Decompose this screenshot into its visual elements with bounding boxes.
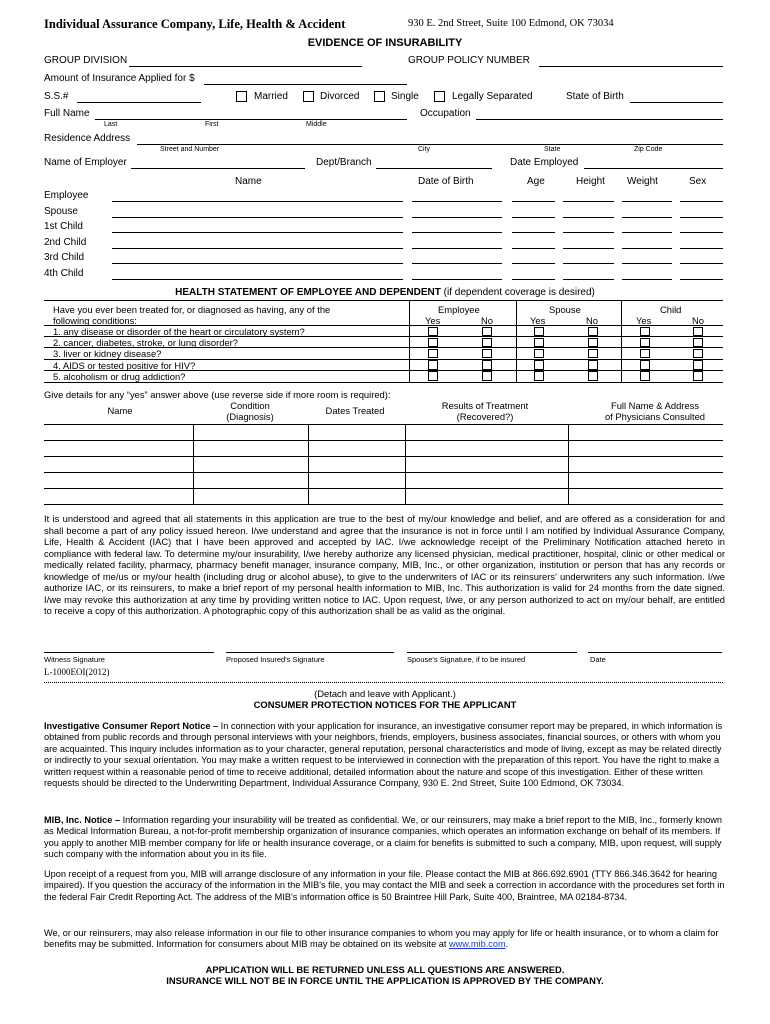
condition-checkbox[interactable] (482, 327, 492, 337)
condition-checkbox[interactable] (693, 349, 703, 359)
details-prompt: Give details for any “yes” answer above (use reverse side if more room is required): (44, 389, 391, 400)
member-cell-field[interactable] (412, 232, 502, 233)
residence-field[interactable] (137, 144, 723, 145)
detail-col-divider (568, 424, 569, 504)
divorced-label: Divorced (320, 91, 360, 102)
detail-row-field[interactable] (44, 456, 723, 457)
dept-label: Dept/Branch (316, 157, 372, 168)
dept-field[interactable] (376, 168, 492, 169)
condition-rule (44, 359, 723, 360)
col-name: Name (235, 176, 262, 187)
yes-child: Yes (636, 315, 652, 326)
member-cell-field[interactable] (563, 232, 614, 233)
separated-label: Legally Separated (452, 91, 533, 102)
member-row-label: 3rd Child (44, 252, 85, 264)
condition-checkbox[interactable] (534, 360, 544, 370)
condition-checkbox[interactable] (640, 360, 650, 370)
icr-notice: Investigative Consumer Report Notice – In connection with your application for insurance, an investigative consumer report may be prepared, in which information is obtained from public records and through personal interviews with your neighbors, friends, employers, business associates, financial sources, or others with whom you are acquainted. This inquiry includes information as to your character, general reputation, personal characteristics and mode of living, except as may be related directly or indirectly to your sexual orientation. You may make a written request to be interviewed in connection with the preparation of this report. You have the right to make a written request within a reasonable period of time to receive additional, detailed information about the nature and scope of this investigation. Either of these written requests should be directed to the Underwriting Department, Individual Assurance Company, 930 E. 2nd Street, Suite 100 Edmond, OK 73034. (44, 721, 723, 789)
member-cell-field[interactable] (563, 263, 614, 264)
detail-col-divider (405, 424, 406, 504)
member-cell-field[interactable] (512, 201, 555, 202)
member-cell-field[interactable] (512, 248, 555, 249)
footer-line-1: APPLICATION WILL BE RETURNED UNLESS ALL QUESTIONS ARE ANSWERED. (205, 964, 565, 975)
amount-label: Amount of Insurance Applied for $ (44, 73, 195, 84)
details-col-condition-2: (Diagnosis) (226, 411, 274, 422)
divorced-checkbox[interactable] (303, 91, 314, 102)
residence-label: Residence Address (44, 133, 131, 144)
condition-rule (44, 336, 723, 337)
member-cell-field[interactable] (680, 263, 723, 264)
condition-checkbox[interactable] (534, 338, 544, 348)
condition-checkbox[interactable] (693, 371, 703, 381)
member-cell-field[interactable] (563, 279, 614, 280)
member-row-label: 2nd Child (44, 236, 87, 248)
member-cell-field[interactable] (112, 263, 403, 264)
col-age: Age (527, 176, 545, 187)
group-employee: Employee (438, 304, 480, 315)
member-cell-field[interactable] (512, 217, 555, 218)
condition-checkbox[interactable] (640, 327, 650, 337)
condition-checkbox[interactable] (482, 338, 492, 348)
separated-checkbox[interactable] (434, 91, 445, 102)
member-cell-field[interactable] (412, 201, 502, 202)
ssn-field[interactable] (77, 102, 201, 103)
married-label: Married (254, 91, 288, 102)
no-employee: No (481, 315, 493, 326)
detail-col-divider (193, 424, 194, 504)
details-col-results-2: (Recovered?) (456, 411, 514, 422)
member-row-label: Spouse (44, 205, 78, 217)
condition-checkbox[interactable] (428, 349, 438, 359)
mib-release: We, or our reinsurers, may also release information in our file to other insurance companies to whom you may apply for life or health insurance, or to whom a claim for benefits may be submitted. Information for consumers about MIB may be obtained on its website at www.mib.com. (44, 928, 719, 950)
authorization-text: It is understood and agreed that all statements in this application are true to the best of my/our knowledge and belief, and are offered as a consideration for and shall become a part of any policy issued hereon. I/we understand and agree that the insurance is not in force until I am notified by Individual Assurance Company, Life, Health & Accident (IAC) that I have been approved and accepted by IAC. I/we acknowledge receipt of the Preliminary Notification attached hereto in compliance with federal law. To determine my/our insurability, I/we hereby authorize any licensed physician, medical practitioner, hospital, clinic or other medical or medically related facility, pharmacy, pharmacy benefit manager, insurance company, MIB, Inc., or other organization, institution or person that has any records or knowledge of me/us or my/our health (including drug or alcohol abuse), to give to the underwriters of IAC or its reinsurers' underwriters any such information. I/we authorize IAC, or its reinsurers, to make a brief report of my personal health information to MIB, Inc. This authorization is valid for 24 months from the date signed. I/we may revoke this authorization at any time by providing written notice to IAC. Upon request, I/we, or any person authorized to act on my/our behalf, are entitled to receive a copy of this authorization. A photographic copy of this authorization shall be as valid as the original. (44, 513, 725, 616)
yes-spouse: Yes (530, 315, 546, 326)
insured-label: Proposed Insured's Signature (226, 655, 325, 664)
condition-rule (44, 325, 723, 326)
footer-line-2: INSURANCE WILL NOT BE IN FORCE UNTIL THE APPLICATION IS APPROVED BY THE COMPANY. (166, 975, 604, 986)
member-cell-field[interactable] (412, 248, 502, 249)
col-weight: Weight (627, 176, 658, 187)
date-employed-field[interactable] (584, 168, 723, 169)
condition-question: 2. cancer, diabetes, stroke, or lung disorder? (53, 337, 238, 349)
witness-line[interactable] (44, 652, 214, 653)
employer-field[interactable] (131, 168, 305, 169)
condition-checkbox[interactable] (588, 349, 598, 359)
condition-checkbox[interactable] (534, 349, 544, 359)
condition-rule (44, 382, 723, 383)
details-col-condition-1: Condition (230, 400, 270, 411)
condition-checkbox[interactable] (588, 371, 598, 381)
city-sublabel: City (418, 146, 431, 153)
details-col-physicians-1: Full Name & Address (610, 400, 700, 411)
occupation-field[interactable] (476, 119, 723, 120)
member-cell-field[interactable] (112, 217, 403, 218)
detail-row-field[interactable] (44, 488, 723, 489)
form-title: EVIDENCE OF INSURABILITY (307, 37, 463, 49)
member-cell-field[interactable] (680, 248, 723, 249)
member-cell-field[interactable] (563, 248, 614, 249)
condition-checkbox[interactable] (534, 327, 544, 337)
details-col-name: Name (107, 405, 133, 416)
group-policy-field[interactable] (539, 66, 723, 67)
condition-checkbox[interactable] (428, 327, 438, 337)
yes-employee: Yes (425, 315, 441, 326)
condition-checkbox[interactable] (640, 338, 650, 348)
condition-checkbox[interactable] (588, 338, 598, 348)
no-child: No (692, 315, 704, 326)
full-name-field[interactable] (95, 119, 407, 120)
middle-sublabel: Middle (306, 121, 327, 128)
member-cell-field[interactable] (112, 232, 403, 233)
condition-checkbox[interactable] (428, 338, 438, 348)
witness-label: Witness Signature (44, 655, 105, 664)
state-birth-label: State of Birth (566, 91, 624, 102)
member-cell-field[interactable] (622, 232, 672, 233)
mib-website-link[interactable]: www.mib.com (448, 939, 506, 950)
amount-field[interactable] (204, 84, 407, 85)
member-cell-field[interactable] (622, 279, 672, 280)
occupation-label: Occupation (420, 108, 471, 119)
member-cell-field[interactable] (622, 248, 672, 249)
detail-row-field[interactable] (44, 472, 723, 473)
member-cell-field[interactable] (680, 201, 723, 202)
state-sublabel: State (544, 146, 561, 153)
member-cell-field[interactable] (512, 263, 555, 264)
company-name: Individual Assurance Company, Life, Health & Accident (44, 17, 346, 31)
col-sex: Sex (689, 176, 707, 187)
condition-checkbox[interactable] (588, 360, 598, 370)
member-cell-field[interactable] (112, 248, 403, 249)
condition-question: 4. AIDS or tested positive for HIV? (53, 359, 196, 371)
date-employed-label: Date Employed (510, 157, 579, 168)
member-cell-field[interactable] (512, 279, 555, 280)
condition-checkbox[interactable] (482, 349, 492, 359)
condition-checkbox[interactable] (588, 327, 598, 337)
col-dob: Date of Birth (418, 176, 474, 187)
group-policy-label: GROUP POLICY NUMBER (408, 55, 530, 66)
member-cell-field[interactable] (412, 217, 502, 218)
no-spouse: No (586, 315, 598, 326)
condition-checkbox[interactable] (482, 371, 492, 381)
condition-checkbox[interactable] (428, 371, 438, 381)
member-cell-field[interactable] (412, 279, 502, 280)
member-cell-field[interactable] (622, 201, 672, 202)
member-row-label: Employee (44, 190, 89, 201)
detail-row-field[interactable] (44, 504, 723, 505)
condition-checkbox[interactable] (693, 338, 703, 348)
detail-row-field[interactable] (44, 440, 723, 441)
street-sublabel: Street and Number (160, 146, 220, 153)
group-division-field[interactable] (129, 66, 362, 67)
notices-title: CONSUMER PROTECTION NOTICES FOR THE APPLICANT (253, 699, 517, 710)
ssn-label: S.S.# (44, 91, 69, 102)
member-cell-field[interactable] (622, 263, 672, 264)
member-row-label: 4th Child (44, 268, 84, 279)
employer-label: Name of Employer (44, 157, 127, 168)
condition-question: 3. liver or kidney disease? (53, 348, 162, 360)
details-col-dates: Dates Treated (325, 405, 385, 416)
health-question-2: following conditions: (53, 315, 137, 326)
date-label: Date (590, 655, 606, 664)
spouse-label: Spouse's Signature, if to be insured (407, 655, 526, 664)
group-division-label: GROUP DIVISION (44, 55, 128, 66)
member-cell-field[interactable] (563, 217, 614, 218)
health-title: HEALTH STATEMENT OF EMPLOYEE AND DEPENDENT (if dependent coverage is desired) (175, 287, 595, 298)
condition-rule (44, 370, 723, 371)
health-question-1: Have you ever been treated for, or diagnosed as having, any of the (53, 304, 331, 315)
member-cell-field[interactable] (512, 232, 555, 233)
zip-sublabel: Zip Code (634, 146, 663, 153)
condition-checkbox[interactable] (534, 371, 544, 381)
date-line[interactable] (588, 652, 722, 653)
condition-rule (44, 347, 723, 348)
member-cell-field[interactable] (622, 217, 672, 218)
condition-checkbox[interactable] (428, 360, 438, 370)
group-child: Child (660, 304, 682, 315)
spouse-line[interactable] (407, 652, 577, 653)
member-cell-field[interactable] (412, 263, 502, 264)
member-row-label: 1st Child (44, 221, 83, 233)
married-checkbox[interactable] (236, 91, 247, 102)
single-label: Single (391, 91, 419, 102)
detail-col-divider (308, 424, 309, 504)
condition-question: 5. alcoholism or drug addiction? (53, 370, 186, 382)
member-cell-field[interactable] (112, 279, 403, 280)
company-address: 930 E. 2nd Street, Suite 100 Edmond, OK 73034 (408, 18, 614, 29)
member-cell-field[interactable] (112, 201, 403, 202)
full-name-label: Full Name (44, 108, 90, 119)
col-height: Height (576, 176, 605, 187)
last-sublabel: Last (104, 121, 118, 128)
detach-note: (Detach and leave with Applicant.) (314, 688, 456, 699)
detach-line (44, 682, 723, 683)
details-col-physicians-2: of Physicians Consulted (604, 411, 706, 422)
condition-checkbox[interactable] (640, 349, 650, 359)
member-cell-field[interactable] (680, 217, 723, 218)
condition-checkbox[interactable] (693, 360, 703, 370)
insured-line[interactable] (226, 652, 394, 653)
first-sublabel: First (205, 121, 219, 128)
condition-checkbox[interactable] (640, 371, 650, 381)
state-birth-field[interactable] (630, 102, 723, 103)
form-code: L-1000EOI(2012) (44, 667, 110, 677)
details-col-results-1: Results of Treatment (441, 400, 529, 411)
condition-checkbox[interactable] (482, 360, 492, 370)
condition-question: 1. any disease or disorder of the heart or circulatory system? (53, 326, 305, 337)
member-cell-field[interactable] (563, 201, 614, 202)
detail-row-field[interactable] (44, 424, 723, 425)
mib-notice: MIB, Inc. Notice – Information regarding your insurability will be treated as confidential. We, or our reinsurers, may make a brief report to the MIB, Inc., formerly known as Medical Information Bureau, a not-for-profit membership organization of insurance companies, which operates an information exchange on behalf of its members. If you apply to another MIB member company for life or health insurance coverage, or a claim for benefits is submitted to such a company, MIB, upon request, will supply such company with the information about you in its file. (44, 815, 722, 860)
mib-disclosure: Upon receipt of a request from you, MIB will arrange disclosure of any information in your file. Please contact the MIB at 866.692.6901 (TTY 866.346.3642 for hearing impaired). If you question the accuracy of the information in the MIB's file, you may contact the MIB and seek a correction in accordance with the procedures set forth in the federal Fair Credit Reporting Act. The address of the MIB's information office is 50 Braintree Hill Park, Suite 400, Braintree, MA 02184-8734. (44, 869, 725, 902)
group-spouse: Spouse (549, 304, 581, 315)
condition-checkbox[interactable] (693, 327, 703, 337)
member-cell-field[interactable] (680, 279, 723, 280)
member-cell-field[interactable] (680, 232, 723, 233)
single-checkbox[interactable] (374, 91, 385, 102)
